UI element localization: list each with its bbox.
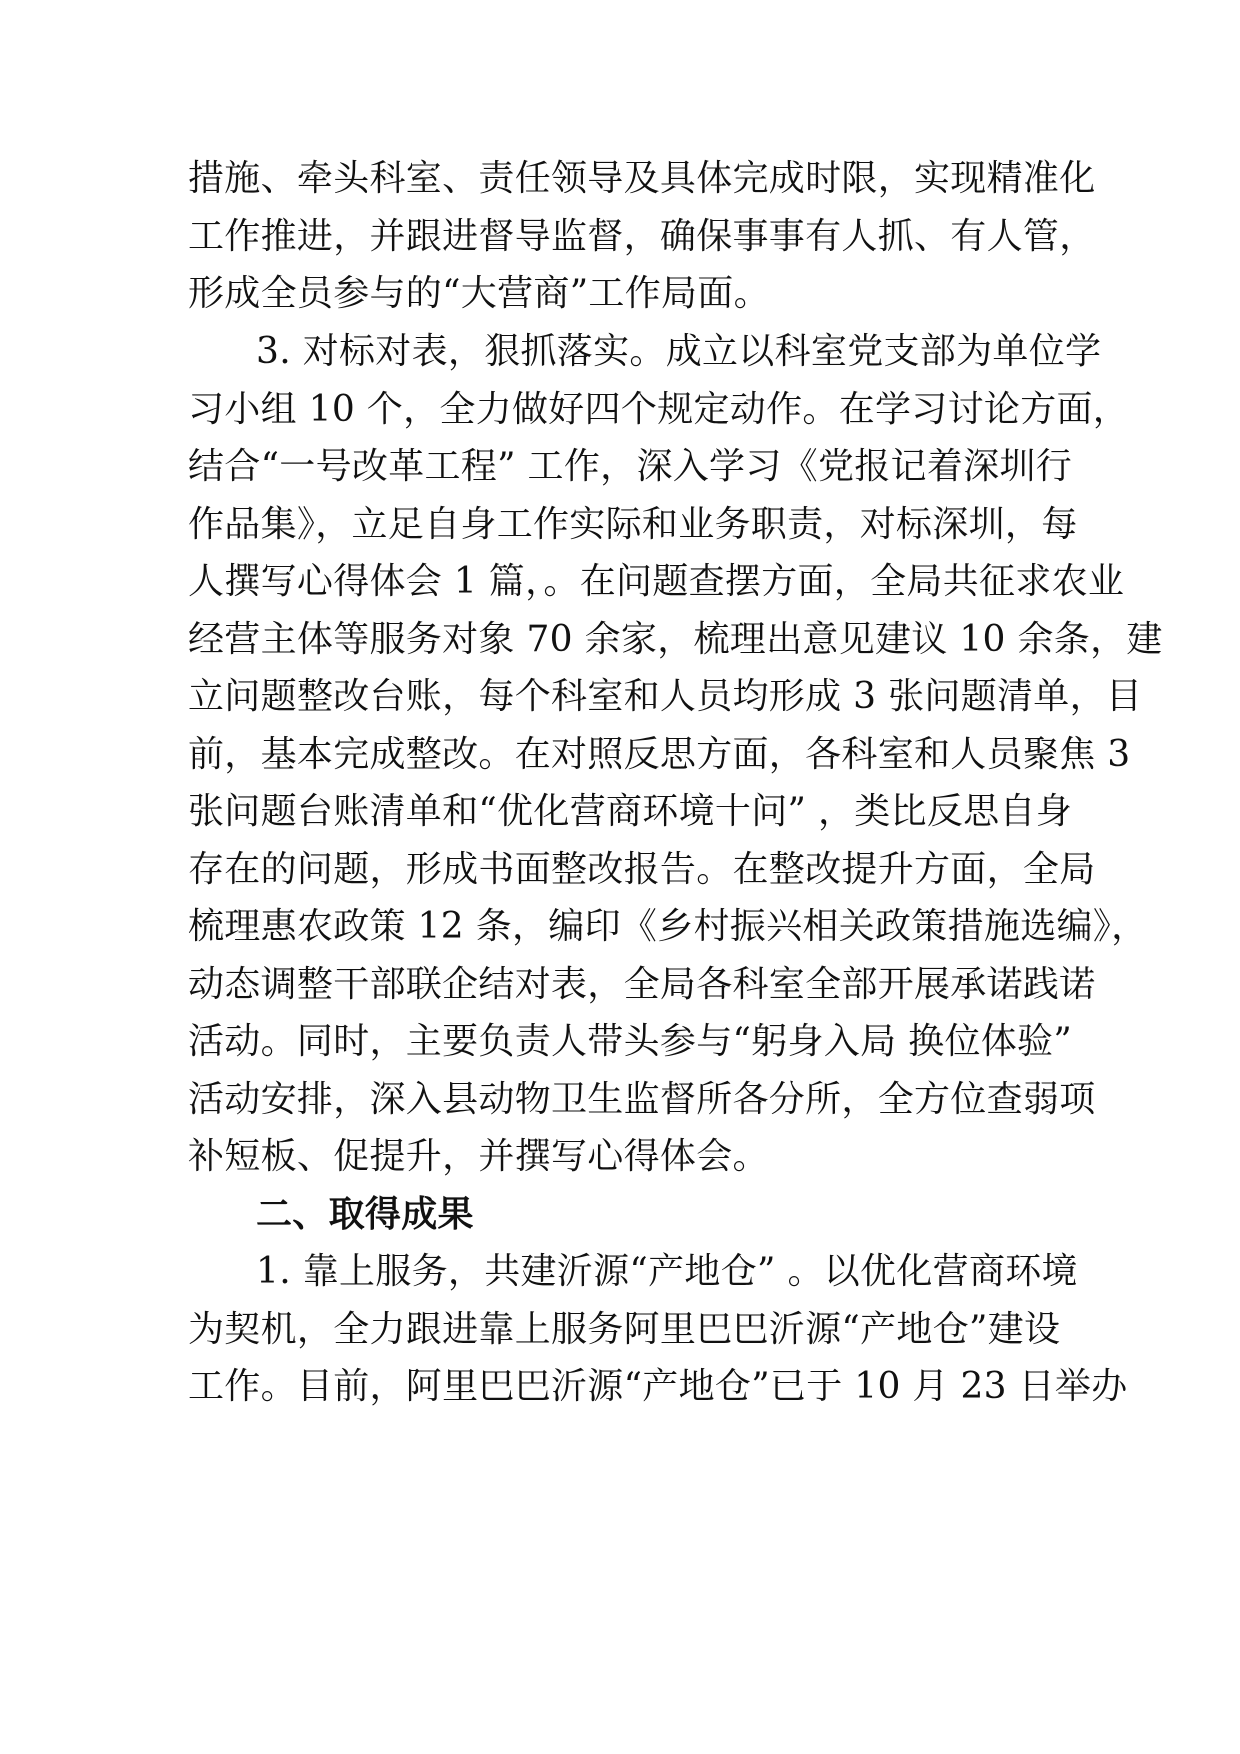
- paragraph-line: 为契机，全力跟进靠上服务阿里巴巴沂源“产地仓”建设: [188, 1309, 1061, 1350]
- paragraph-line: 工作推进，并跟进督导监督，确保事事有人抓、有人管，: [188, 216, 1096, 257]
- paragraph-line: 习小组 10 个，全力做好四个规定动作。在学习讨论方面，: [188, 389, 1130, 430]
- paragraph-line: 活动。同时，主要负责人带头参与“躬身入局 换位体验”: [188, 1021, 1073, 1062]
- paragraph-line: 梳理惠农政策 12 条，编印《乡村振兴相关政策措施选编》，: [188, 906, 1148, 947]
- paragraph-line: 活动安排，深入县动物卫生监督所各分所，全方位查弱项: [188, 1079, 1096, 1120]
- paragraph-line: 动态调整干部联企结对表，全局各科室全部开展承诺践诺: [188, 964, 1096, 1005]
- section-heading: 二、取得成果: [256, 1194, 474, 1235]
- paragraph-line: 补短板、促提升，并撰写心得体会。: [188, 1136, 769, 1177]
- paragraph-line: 存在的问题，形成书面整改报告。在整改提升方面，全局: [188, 849, 1096, 890]
- paragraph-line: 工作。目前，阿里巴巴沂源“产地仓”已于 10 月 23 日举办: [188, 1366, 1128, 1407]
- paragraph-line: 作品集》，立足自身工作实际和业务职责，对标深圳，每: [188, 504, 1078, 545]
- paragraph-line: 结合“一号改革工程” 工作，深入学习《党报记着深圳行: [188, 446, 1073, 487]
- paragraph-line: 形成全员参与的“大营商”工作局面。: [188, 273, 770, 314]
- paragraph-line: 措施、牵头科室、责任领导及具体完成时限，实现精准化: [188, 158, 1096, 199]
- paragraph-line: 1. 靠上服务，共建沂源“产地仓” 。以优化营商环境: [256, 1251, 1078, 1292]
- paragraph-line: 立问题整改台账，每个科室和人员均形成 3 张问题清单，目: [188, 676, 1143, 717]
- paragraph-line: 经营主体等服务对象 70 余家，梳理出意见建议 10 余条，建: [188, 619, 1163, 660]
- paragraph-line: 3. 对标对表，狠抓落实。成立以科室党支部为单位学: [256, 331, 1102, 372]
- paragraph-line: 张问题台账清单和“优化营商环境十问” ，类比反思自身: [188, 791, 1073, 832]
- paragraph-line: 人撰写心得体会 1 篇，。在问题查摆方面，全局共征求农业: [188, 561, 1125, 602]
- paragraph-line: 前，基本完成整改。在对照反思方面，各科室和人员聚焦 3: [188, 734, 1131, 775]
